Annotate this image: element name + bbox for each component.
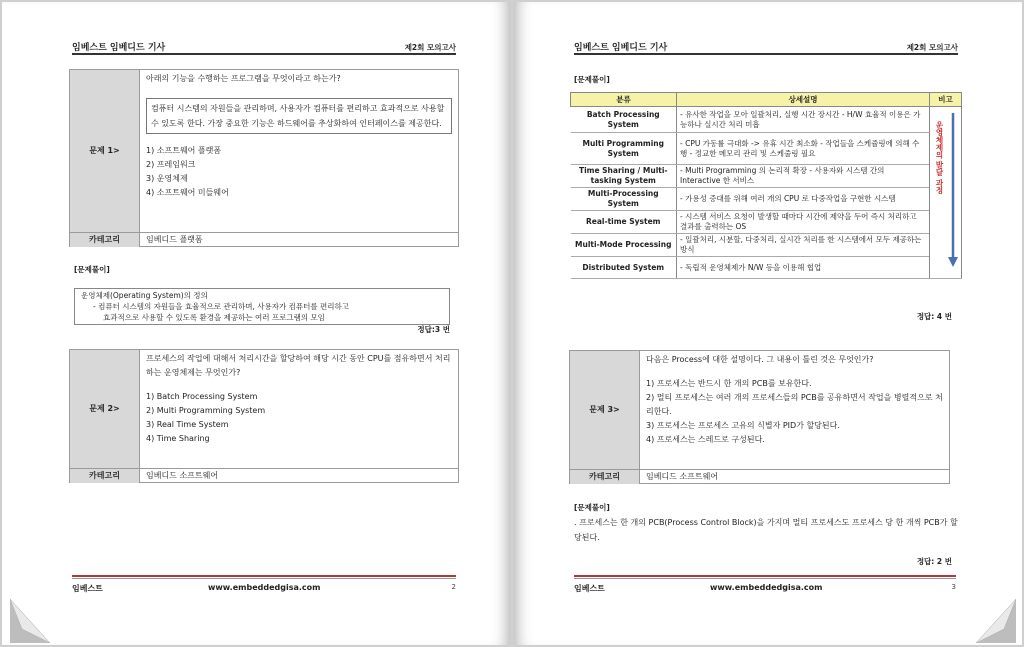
table-row — [571, 107, 962, 133]
option: 2) 프레임워크 — [146, 160, 196, 169]
category-row — [570, 469, 949, 484]
solution-line: 효과적으로 사용할 수 있도록 환경을 제공하는 여러 프로그램의 모임 — [103, 313, 325, 322]
option: 3) 운영체제 — [146, 174, 188, 183]
option: 4) 프로세스는 스레드로 구성된다. — [646, 435, 765, 444]
os-description: - 가용성 증대를 위해 여러 개의 CPU 로 다중작업을 구현한 시스템 — [677, 188, 930, 211]
question-text: 프로세스의 작업에 대해서 처리시간을 할당하여 해당 시간 동안 CPU를 점유하면서 처리하는 운영체제는 무엇인가? — [146, 354, 451, 377]
answer: 정답:3 번 — [417, 325, 450, 334]
page-curl-icon[interactable] — [976, 599, 1016, 643]
os-type: Multi-Processing System — [571, 188, 677, 211]
os-type: Multi-Mode Processing — [571, 234, 677, 257]
category-label: 카테고리 — [70, 233, 140, 247]
option: 4) 소프트웨어 미들웨어 — [146, 188, 229, 197]
os-type: Distributed System — [571, 257, 677, 279]
os-description: - 독립적 운영체제가 N/W 등을 이용해 협업 — [677, 257, 930, 279]
table-row — [571, 165, 962, 188]
category-value: 임베디드 플랫폼 — [146, 235, 203, 244]
os-description: - CPU 가동률 극대화 -> 유휴 시간 최소화 - 작업들을 스케쥴링에 의해 수행 - 정교한 메모리 관리 및 스케줄링 필요 — [677, 133, 930, 165]
option: 3) 프로세스는 프로세스 고유의 식별자 PID가 할당된다. — [646, 421, 840, 430]
category-label: 카테고리 — [570, 470, 640, 484]
answer: 정답: 2 번 — [916, 557, 952, 566]
table-row — [571, 133, 962, 165]
description-box: 컴퓨터 시스템의 자원들을 관리하며, 사용자가 컴퓨터를 편리하고 효과적으로 사용할 수 있도록 한다. 가장 중요한 기능은 하드웨어를 추상화하여 인터페이스를 제공한다. — [146, 98, 452, 134]
option: 2) Multi Programming System — [146, 406, 266, 415]
page-header — [574, 40, 958, 54]
option: 3) Real Time System — [146, 420, 229, 429]
table-row — [571, 211, 962, 234]
option: 1) 프로세스는 반드시 한 개의 PCB를 보유한다. — [646, 379, 812, 388]
option: 4) Time Sharing — [146, 434, 210, 443]
question-text: 다음은 Process에 대한 설명이다. 그 내용이 틀린 것은 무엇인가? — [646, 355, 874, 364]
os-comparison-table — [570, 92, 962, 279]
solution-text: . 프로세스는 한 개의 PCB(Process Control Block)을 가지며 멀티 프로세스도 프로세스 당 한 개씩 PCB가 할당된다. — [574, 518, 958, 542]
os-type: Multi Programming System — [571, 133, 677, 165]
question-text: 아래의 기능을 수행하는 프로그램을 무엇이라고 하는가? — [146, 74, 341, 83]
page-number: 3 — [951, 583, 956, 591]
option: 1) 소프트웨어 플랫폼 — [146, 146, 222, 155]
category-value: 임베디드 소프트웨어 — [646, 472, 719, 481]
solution-title: [문제풀이] — [74, 265, 110, 274]
page-footer — [72, 575, 456, 595]
page-header — [72, 40, 456, 54]
os-type: Batch Processing System — [571, 107, 677, 133]
option: 2) 멀티 프로세스는 여러 개의 프로세스들의 PCB를 공유하면서 작업을 병렬적으로 처리한다. — [646, 393, 943, 416]
category-row — [70, 468, 458, 483]
header-subtitle: 제2회 모의고사 — [906, 43, 958, 52]
header-title: 임베스트 임베디드 기사 — [72, 43, 166, 53]
question-3 — [569, 350, 950, 484]
option-list — [646, 377, 943, 447]
os-description: - 시스템 서비스 요청이 발생할 때마다 시간에 제약을 두어 즉시 처리하고 결과를 출력하는 OS — [677, 211, 930, 234]
page-curl-icon[interactable] — [10, 599, 50, 643]
note-text: 운영체제의 발달 과정 — [935, 121, 944, 194]
table-header: 상세설명 — [677, 93, 930, 107]
option-list — [146, 144, 452, 200]
category-row — [70, 232, 458, 247]
header-rule — [574, 53, 958, 55]
answer: 정답: 4 번 — [916, 312, 952, 321]
os-type: Real-time System — [571, 211, 677, 234]
solution-title: [문제풀이] — [574, 75, 610, 84]
solution-line: - 컴퓨터 시스템의 자원들을 효율적으로 관리하며, 사용자가 컴퓨터를 편리하고 — [93, 302, 350, 311]
right-page — [514, 2, 1022, 645]
header-subtitle: 제2회 모의고사 — [404, 43, 456, 52]
question-label: 문제 3> — [570, 351, 640, 469]
note-cell — [930, 107, 962, 279]
table-row — [571, 188, 962, 211]
question-label: 문제 2> — [70, 350, 140, 468]
solution-title: [문제풀이] — [574, 503, 610, 512]
question-2 — [69, 349, 459, 483]
footer-brand: 임베스트 — [72, 584, 103, 593]
question-1 — [69, 69, 459, 247]
header-title: 임베스트 임베디드 기사 — [574, 43, 668, 53]
option-list — [146, 390, 452, 446]
table-header: 분류 — [571, 93, 677, 107]
os-description: - Multi Programming 의 논리적 확장 - 사용자와 시스템 간의 Interactive 한 서비스 — [677, 165, 930, 188]
solution-box — [74, 288, 450, 325]
os-description: - 유사한 작업을 모아 일괄처리, 실행 시간 장시간 - H/W 효율적 이용은 가능하나 실시간 처리 미흡 — [677, 107, 930, 133]
category-value: 임베디드 소프트웨어 — [146, 471, 219, 480]
page-number: 2 — [451, 583, 456, 591]
table-row — [571, 234, 962, 257]
footer-brand: 임베스트 — [574, 584, 605, 593]
option: 1) Batch Processing System — [146, 392, 258, 401]
page-footer — [574, 575, 956, 595]
solution-line: 운영체제(Operating System)의 정의 — [81, 291, 208, 300]
category-label: 카테고리 — [70, 469, 140, 483]
footer-url: www.embeddedgisa.com — [208, 583, 321, 592]
footer-url: www.embeddedgisa.com — [710, 583, 823, 592]
question-label: 문제 1> — [70, 70, 140, 232]
left-page — [2, 2, 510, 645]
table-row — [571, 257, 962, 279]
os-type: Time Sharing / Multi-tasking System — [571, 165, 677, 188]
table-header: 비고 — [930, 93, 962, 107]
header-rule — [72, 53, 456, 55]
os-description: - 일괄처리, 시분할, 다중처리, 실시간 처리를 한 시스템에서 모두 제공하는 방식 — [677, 234, 930, 257]
